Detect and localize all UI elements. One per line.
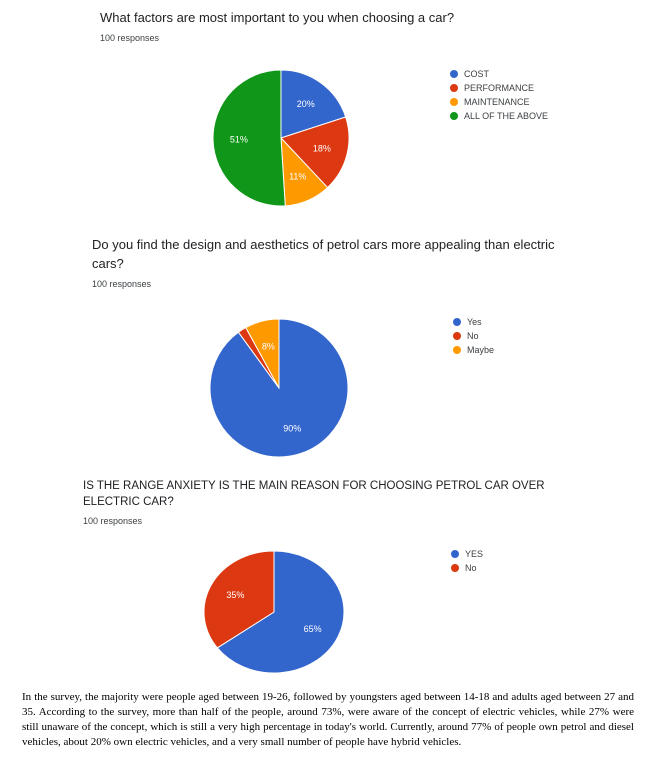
legend-swatch [453, 346, 461, 354]
legend-item [451, 547, 483, 561]
slice-percent-label: 35% [226, 589, 245, 600]
legend-label: COST [464, 69, 490, 79]
legend-swatch [450, 112, 458, 120]
chart-1-title: What factors are most important to you when choosing a car? [100, 10, 455, 25]
legend-item [450, 95, 548, 109]
chart-2-responses: 100 responses [92, 279, 152, 289]
legend-label: No [467, 331, 479, 341]
chart-2-title: Do you find the design and aesthetics of petrol cars more appealing than electric cars? [92, 237, 555, 271]
legend-label: PERFORMANCE [464, 83, 535, 93]
legend-label: Yes [467, 317, 482, 327]
legend-label: Maybe [467, 345, 495, 355]
legend-item [451, 561, 483, 575]
survey-summary-text: In the survey, the majority were people aged between 19-26, followed by youngsters aged between 14-18 and adults aged between 27 and 35. According to the survey, more than half of the people, around 73%, were aware of the concept of electric vehicles, while 27% were still unaware of the concept, which is still a very high percentage in today's world. Currently, around 77% of people own petrol and diesel vehicles, about 20% own electric vehicles, and a very small number of people have hybrid vehicles. [22, 691, 634, 748]
chart-2-pie [208, 317, 350, 459]
legend-item [450, 81, 548, 95]
legend-item [453, 329, 494, 343]
chart-3-legend [451, 547, 483, 575]
legend-swatch [450, 84, 458, 92]
slice-percent-label: 51% [229, 134, 248, 145]
legend-swatch [453, 318, 461, 326]
legend-item [450, 67, 548, 81]
legend-item [453, 315, 494, 329]
legend-swatch [451, 550, 459, 558]
legend-swatch [451, 564, 459, 572]
chart-3-title: IS THE RANGE ANXIETY IS THE MAIN REASON FOR CHOOSING PETROL CAR OVER ELECTRIC CAR? [83, 480, 545, 508]
slice-percent-label: 18% [312, 143, 331, 154]
slice-percent-label: 8% [261, 341, 275, 352]
legend-swatch [450, 98, 458, 106]
chart-1-responses: 100 responses [100, 33, 160, 43]
legend-label: ALL OF THE ABOVE [464, 111, 549, 121]
slice-percent-label: 90% [283, 423, 302, 434]
legend-item [450, 109, 548, 123]
slice-percent-label: 11% [289, 171, 307, 182]
legend-label: YES [465, 549, 484, 559]
slice-percent-label: 20% [296, 98, 315, 109]
chart-2-legend [453, 315, 494, 357]
legend-label: No [465, 563, 477, 573]
slice-percent-label: 65% [303, 624, 322, 635]
legend-swatch [453, 332, 461, 340]
chart-3-responses: 100 responses [83, 516, 143, 526]
legend-item [453, 343, 494, 357]
chart-1-pie [211, 68, 351, 208]
chart-3-pie [203, 550, 345, 674]
pie-slice-all-of-the-above [213, 70, 285, 206]
chart-1-legend [450, 67, 548, 123]
legend-label: MAINTENANCE [464, 97, 530, 107]
legend-swatch [450, 70, 458, 78]
